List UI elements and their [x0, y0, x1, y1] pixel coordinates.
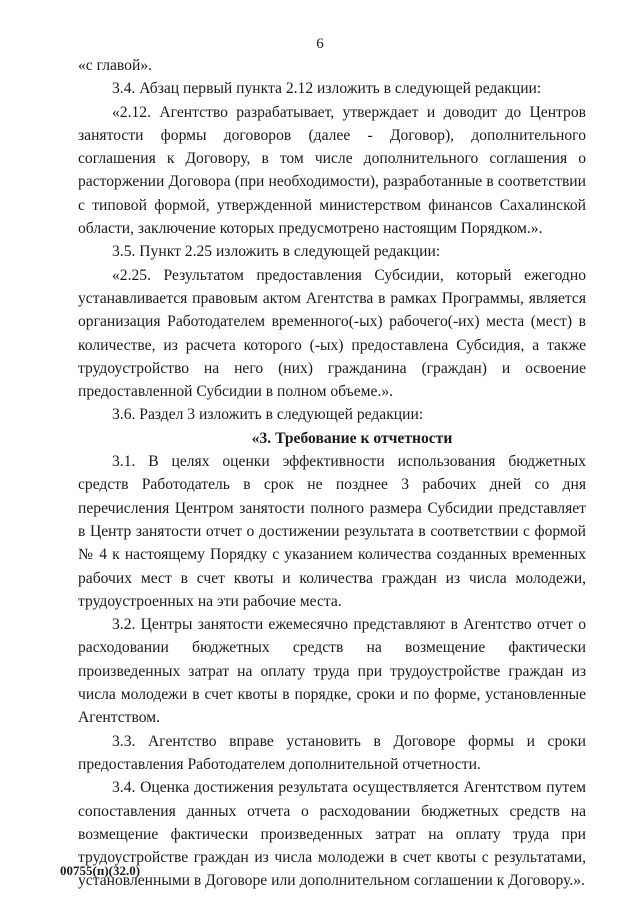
paragraph-quote-2-12: «2.12. Агентство разрабатывает, утверждает и доводит до Центров занятости формы договоров (далее - Договор), дополнительного соглашения к Договору, в том числе дополнительного соглашения о расторжении Договора (при необходимости), разработанные в соответствии с типовой формой, утвержденной министерством финансов Сахалинской области, заключение которых предусмотрено настоящим Порядком.».: [78, 103, 586, 238]
document-code: 00755(п)(32.0): [60, 863, 141, 878]
paragraph-continuation: «с главой».: [78, 57, 153, 74]
paragraph-quote-2-25: «2.25. Результатом предоставления Субсидии, который ежегодно устанавливается правовым актом Агентства в рамках Программы, является организация Работодателем временного(-ых) рабочего(-их) места (мест) в количестве, из расчета которого (-ых) предоставлена Субсидия, а также трудоустройство на него (них) гражданина (граждан) и освоение предоставленной Субсидии в полном объеме.».: [78, 266, 586, 401]
paragraph-item-3-6: 3.6. Раздел 3 изложить в следующей редакции:: [112, 406, 424, 424]
paragraph-item-3-5: 3.5. Пункт 2.25 изложить в следующей редакции:: [112, 243, 441, 261]
section-paragraph-3-1: 3.1. В целях оценки эффективности использования бюджетных средств Работодатель в срок не позднее 3 рабочих дней со дня перечисления Центром занятости полного размера Субсидии представляет в Центр занятости отчет о достижении результата в соответствии с формой № 4 к настоящему Порядку с указанием количества созданных временных рабочих мест в счет квоты и количества граждан из числа молодежи, трудоустроенных на эти рабочие места.: [78, 453, 586, 610]
section-heading: «3. Требование к отчетности: [251, 429, 453, 447]
paragraph-item-3-4: 3.4. Абзац первый пункта 2.12 изложить в следующей редакции:: [112, 80, 542, 98]
section-paragraph-3-2: 3.2. Центры занятости ежемесячно представляют в Агентство отчет о расходовании бюджетных средств на возмещение фактически произведенных затрат на оплату труда при трудоустройстве граждан из числа молодежи в счет квоты в порядке, сроки и по форме, установленные Агентством.: [78, 616, 586, 727]
page-number: 6: [316, 36, 324, 52]
section-paragraph-3-4: 3.4. Оценка достижения результата осуществляется Агентством путем сопоставления данных отчета о расходовании бюджетных средств на возмещение фактически произведенных затрат на оплату труда при трудоустройстве граждан из числа молодежи в счет квоты с результатами, установленными в Договоре или дополнительном соглашении к Договору.».: [78, 779, 586, 890]
document-body: [78, 54, 586, 893]
section-paragraph-3-3: 3.3. Агентство вправе установить в Договоре формы и сроки предоставления Работодателем дополнительной отчетности.: [78, 732, 586, 773]
